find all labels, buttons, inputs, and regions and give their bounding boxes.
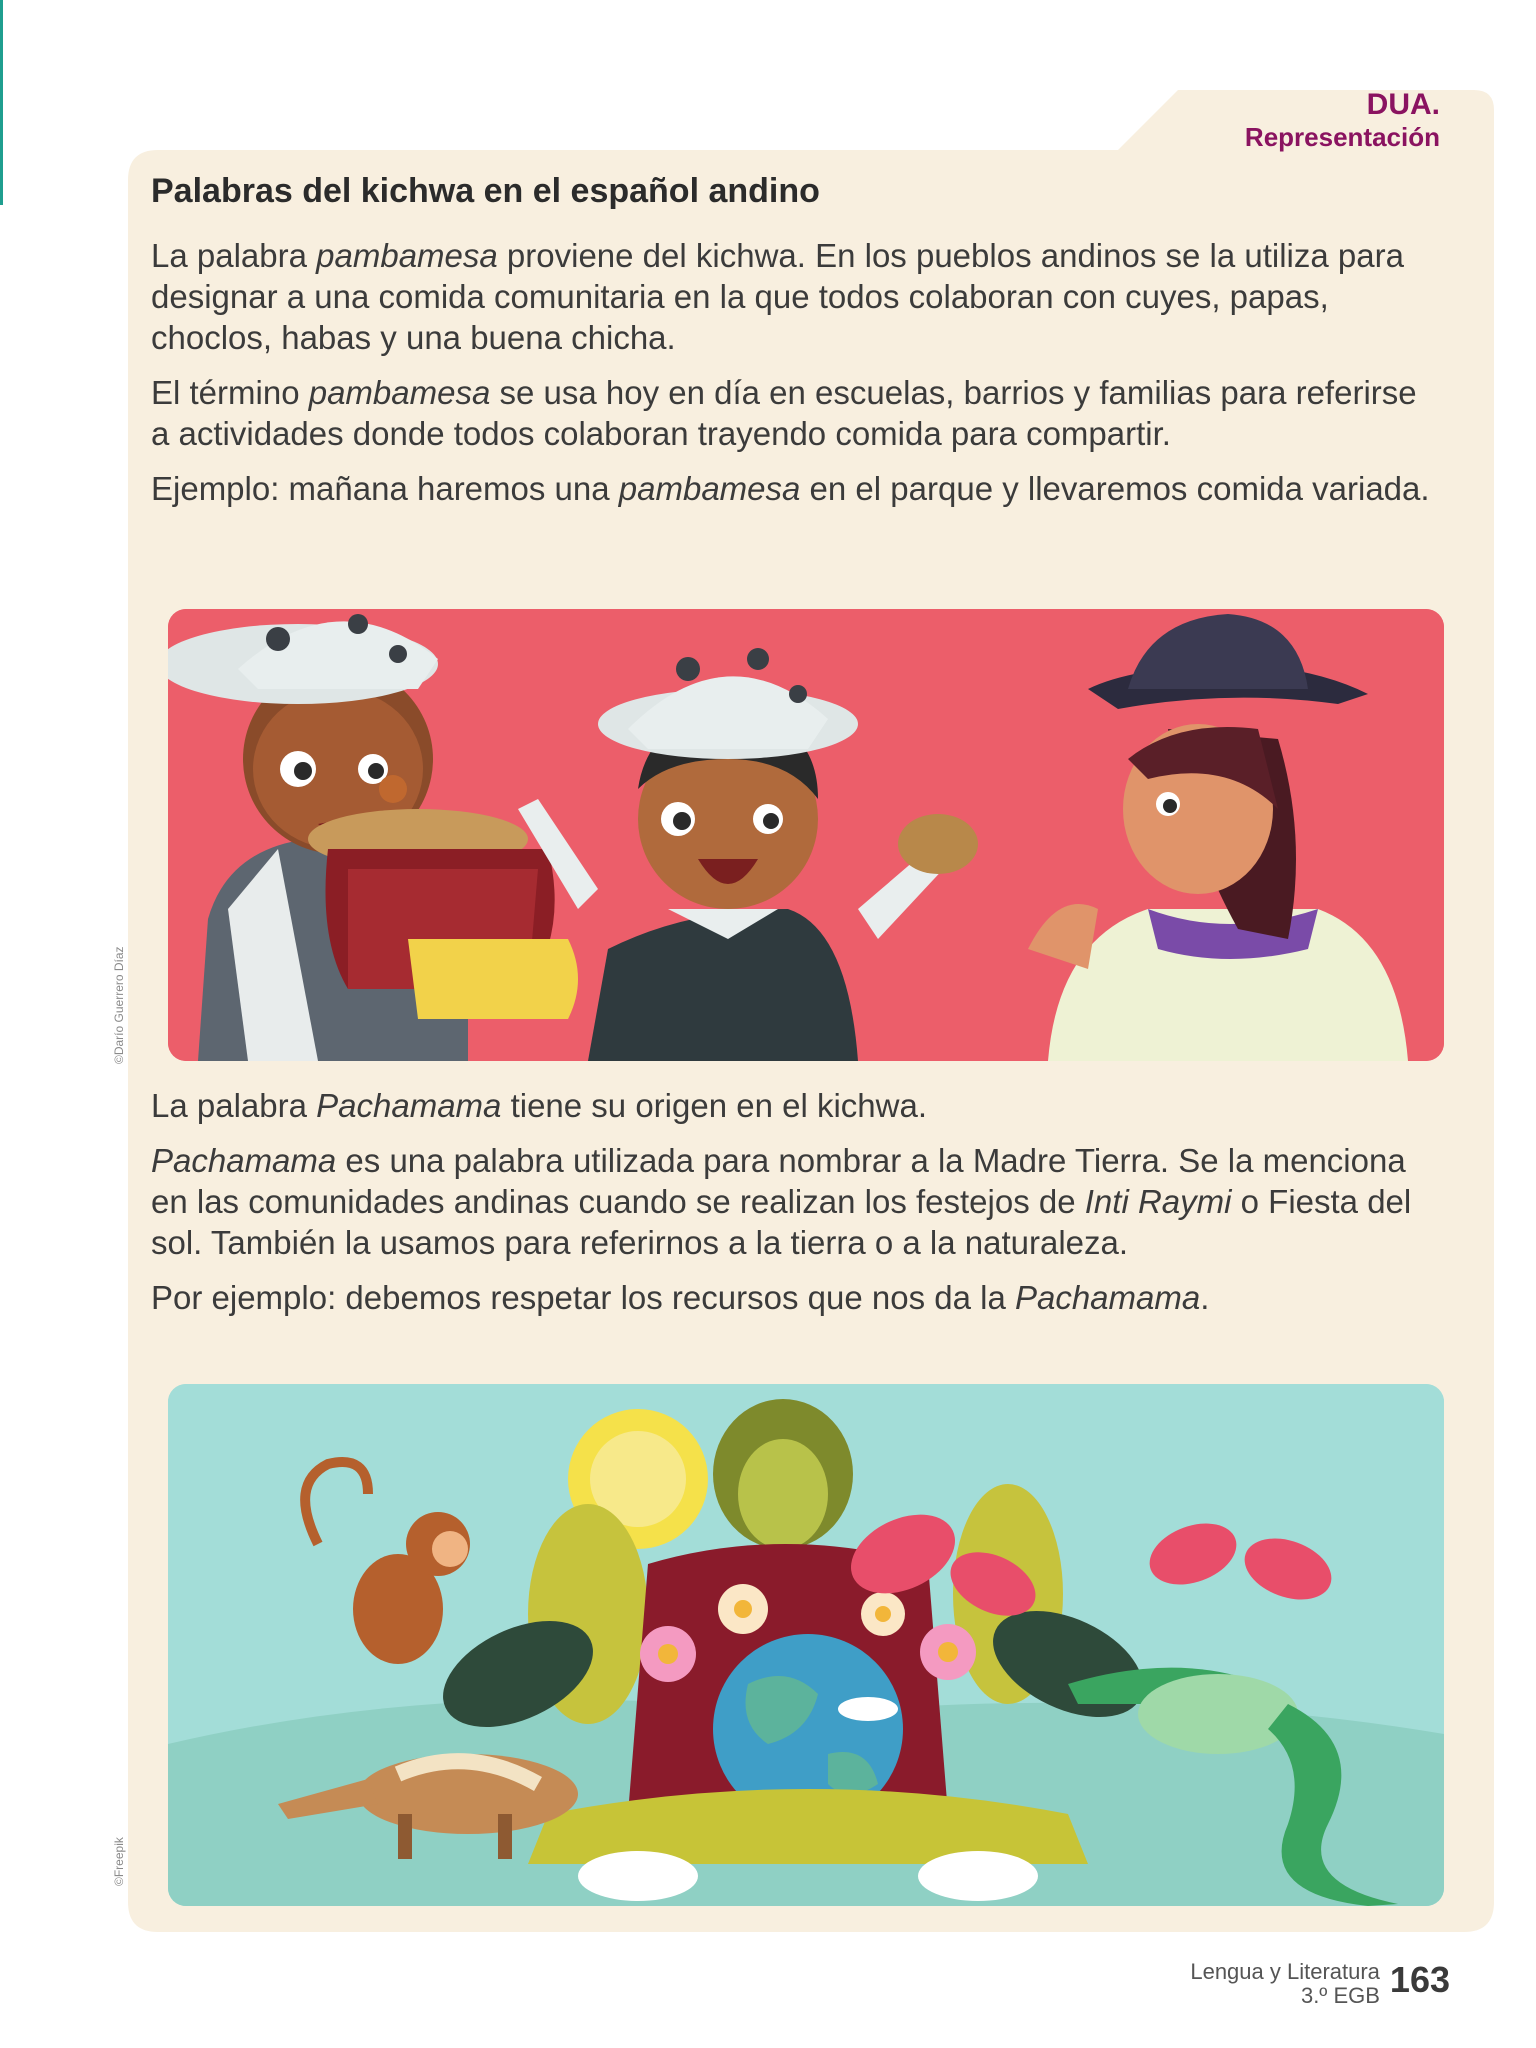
- page-number: 163: [1389, 1959, 1450, 2000]
- paragraph: Pachamama es una palabra utilizada para nombrar a la Madre Tierra. Se la menciona en las comunidades andinas cuando se realizan los festejos de Inti Raymi o Fiesta del sol. También la usamos para referirnos a la tierra o a la naturaleza.: [151, 1142, 1412, 1261]
- paragraph: Por ejemplo: debemos respetar los recursos que nos da la Pachamama.: [151, 1279, 1210, 1316]
- pachamama-illustration: [168, 1384, 1444, 1906]
- pambamesa-text: [151, 235, 1441, 523]
- people-sharing-food-illustration: [168, 609, 1444, 1061]
- paragraph: La palabra pambamesa proviene del kichwa. En los pueblos andinos se la utiliza para designar a una comida comunitaria en la que todos colaboran con cuyes, papas, choclos, habas y una buena chicha.: [151, 237, 1404, 356]
- paragraph: La palabra Pachamama tiene su origen en el kichwa.: [151, 1087, 927, 1124]
- pachamama-text: [151, 1085, 1441, 1332]
- pambamesa-illustration: [168, 609, 1444, 1061]
- dua-subtitle: Representación: [1244, 122, 1440, 152]
- dua-badge: [1245, 88, 1440, 152]
- dua-title: DUA.: [1366, 88, 1440, 121]
- subject-name: Lengua y Literatura: [1190, 1959, 1380, 1984]
- footer-subject: [1190, 1960, 1380, 2008]
- grade-label: 3.º EGB: [1300, 1983, 1380, 2008]
- mother-earth-nature-illustration: [168, 1384, 1444, 1906]
- paragraph: Ejemplo: mañana haremos una pambamesa en el parque y llevaremos comida variada.: [151, 470, 1430, 507]
- section-title: Palabras del kichwa en el español andino: [151, 172, 820, 210]
- left-margin-rule: [0, 0, 3, 205]
- image-credit: ©Freepik: [112, 1837, 126, 1886]
- image-credit: ©Darío Guerrero Díaz: [112, 946, 126, 1064]
- page-footer: [1190, 1960, 1450, 2008]
- paragraph: El término pambamesa se usa hoy en día en escuelas, barrios y familias para referirse a actividades donde todos colaboran trayendo comida para compartir.: [151, 374, 1417, 452]
